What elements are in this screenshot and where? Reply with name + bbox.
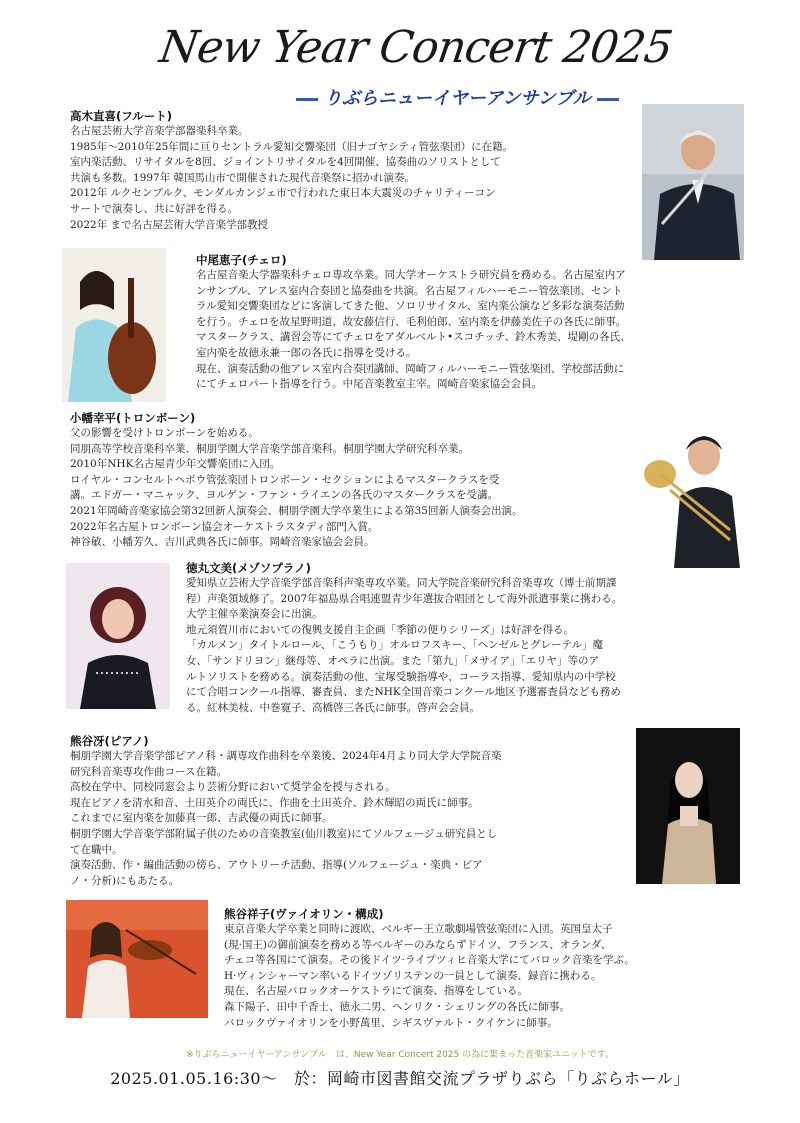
bio-line: 東京音楽大学卒業と同時に渡欧、ベルギー王立歌劇場管弦楽団に入団。英国皇太子 bbox=[224, 923, 613, 935]
performer-name: 高木直喜(フルート) bbox=[70, 109, 173, 123]
bio-line: 室内楽活動、リサイタルを8回、ジョイントリサイタルを4回開催、協奏曲のソリストとして bbox=[70, 156, 501, 169]
performer-name: 徳丸文美(メゾソプラノ) bbox=[186, 561, 311, 575]
performer-mezzo-soprano bbox=[186, 560, 766, 716]
performer-bio bbox=[224, 922, 764, 1031]
ensemble-name: りぶらニューイヤーアンサンブル bbox=[324, 88, 591, 109]
bio-line: 現在ピアノを清水和音、土田英介の両氏に、作曲を土田英介、鈴木輝昭の両氏に師事。 bbox=[70, 796, 479, 809]
cello-player-photo bbox=[62, 248, 166, 402]
bio-line: 2022年 まで名古屋芸術大学音楽学部教授 bbox=[70, 218, 269, 231]
performer-trombone bbox=[70, 410, 640, 551]
bio-line: にてチェロパート指導を行う。中尾音楽教室主宰。岡崎音楽家協会会員。 bbox=[196, 378, 543, 391]
flute-player-photo bbox=[642, 104, 744, 260]
bio-line: 森下陽子、田中千香士、徳永二男、ヘンリク・シェリングの各氏に師事。 bbox=[224, 1000, 570, 1013]
bio-line: 現在、名古屋バロックオーケストラにて演奏、指導をしている。 bbox=[224, 985, 528, 998]
bio-line: 愛知県立芸術大学音楽学部音楽科声楽専攻卒業。同大学院音楽研究科音楽専攻（博士前期課 bbox=[186, 577, 617, 589]
mezzo-soprano-photo bbox=[66, 563, 170, 709]
subtitle-dash-left bbox=[296, 98, 318, 101]
bio-line: バロックヴァイオリンを小野萬里、シギスヴァルト・クイケンに師事。 bbox=[224, 1016, 558, 1029]
bio-line: チェコ等各国にて演奏。その後ドイツ·ライプツィヒ音楽大学にてバロック音楽を学ぶ。 bbox=[224, 954, 635, 967]
bio-line: 2022年名古屋トロンボーン協会オーケストラスタディ部門入賞。 bbox=[70, 520, 379, 533]
violinist-photo bbox=[66, 900, 208, 1018]
performer-name: 中尾恵子(チェロ) bbox=[196, 253, 287, 267]
bio-line: 室内楽を故徳永兼一郎の各氏に指導を受ける。 bbox=[196, 346, 417, 359]
bio-line: (現·国王)の御前演奏を務める等ベルギーのみならずドイツ、フランス、オランダ、 bbox=[224, 938, 612, 951]
ensemble-subtitle bbox=[290, 84, 650, 110]
bio-line: て在職中。 bbox=[70, 843, 123, 856]
bio-line: を行う。チェロを故星野明道、故安藤信行、毛利伯郎、室内楽を伊藤美佐子の各氏に師事。 bbox=[196, 315, 627, 328]
bio-line: 父の影響を受けトロンボーンを始める。 bbox=[70, 427, 259, 439]
bio-line: 程）声楽領域修了。2007年福島県合唱連盟青少年選抜合唱団として海外派遣事業に携わる。 bbox=[186, 592, 623, 605]
concert-date-venue: 2025.01.05.16:30～ 於：岡崎市図書館交流プラザりぶら「りぶらホール」 bbox=[110, 1069, 690, 1088]
performer-bio bbox=[186, 576, 766, 716]
bio-line: 2021年岡崎音楽家協会第32回新人演奏会、桐朋学園大学卒業生による第35回新人演奏会出演。 bbox=[70, 504, 523, 517]
bio-line: 「カルメン」タイトルロール、「こうもり」オルロフスキー、「ヘンゼルとグレーテル」魔 bbox=[186, 639, 604, 652]
bio-line: 研究科音楽専攻作曲コース在籍。 bbox=[70, 765, 227, 778]
bio-line: 1985年～2010年25年間に亘りセントラル愛知交響楽団（旧ナゴヤシティ管弦楽団）に在籍。 bbox=[70, 140, 514, 153]
subtitle-dash-right bbox=[597, 98, 619, 101]
bio-line: 演奏活動、作・編曲活動の傍ら、アウトリーチ活動、指導(ソルフェージュ・楽典・ピア bbox=[70, 859, 483, 872]
ensemble-note: ※りぶらニューイヤーアンサンブル は、New Year Concert 2025 の為に集まった音楽家ユニットです。 bbox=[185, 1050, 615, 1060]
performer-bio bbox=[70, 749, 640, 889]
bio-line: 高校在学中、同校同窓会より芸術分野において奨学金を授与される。 bbox=[70, 781, 396, 794]
bio-line: 講。エドガー・マニャック、ヨルゲン・ファン・ライエンの各氏のマスタークラスを受講。 bbox=[70, 489, 499, 502]
performer-name: 小幡幸平(トロンボーン) bbox=[70, 411, 196, 425]
performer-name: 熊谷冴(ピアノ) bbox=[70, 734, 149, 748]
bio-line: 同朋高等学校音楽科卒業、桐朋学園大学音楽学部音楽科。桐朋学園大学研究科卒業。 bbox=[70, 442, 469, 455]
concert-title: New Year Concert 2025 bbox=[156, 22, 676, 73]
bio-line: ノ・分析)にもあたる。 bbox=[70, 874, 180, 887]
performer-violin bbox=[224, 906, 764, 1031]
performer-flute bbox=[70, 108, 630, 233]
performer-piano bbox=[70, 733, 640, 889]
pianist-photo bbox=[636, 728, 740, 884]
bio-line: 桐朋学園大学音楽学部附属子供のための音楽教室(仙川教室)にてソルフェージュ研究員とし bbox=[70, 827, 498, 840]
bio-line: 現在、演奏活動の他アレス室内合奏団講師、岡崎フィルハーモニー管弦楽団、学校部活動に bbox=[196, 362, 625, 375]
performer-bio bbox=[70, 124, 630, 233]
bio-line: これまでに室内楽を加藤真一郎、吉武優の両氏に師事。 bbox=[70, 812, 333, 825]
performer-name: 熊谷祥子(ヴァイオリン・構成) bbox=[224, 907, 384, 921]
bio-line: 2010年NHK名古屋青少年交響楽団に入団。 bbox=[70, 458, 281, 471]
performer-cello bbox=[196, 252, 756, 393]
bio-line: ルトソリストを務める。演奏活動の他、宝塚受験指導や、コーラス指導、愛知県内の中学校 bbox=[186, 670, 616, 683]
bio-line: ラル愛知交響楽団などに客演してきた他、ソロリサイタル、室内楽公演など多彩な演奏活動 bbox=[196, 300, 625, 313]
bio-line: 名古屋芸術大学音楽学部器楽科卒業。 bbox=[70, 125, 249, 137]
performer-bio bbox=[196, 268, 756, 393]
bio-line: マスタークラス、講習会等にてチェロをアダルベルト•スコチッチ、鈴木秀美、堤剛の各氏、 bbox=[196, 331, 631, 344]
bio-line: 地元須賀川市においての復興支援自主企画「季節の便りシリーズ」は好評を得る。 bbox=[186, 623, 574, 636]
bio-line: 2012年 ルクセンブルク、モンダルカンジェ市で行われた東日本大震災のチャリティーコン bbox=[70, 187, 496, 200]
bio-line: ンサンブル、アレス室内合奏団と協奏曲を共演。名古屋フィルハーモニー管弦楽団、セント bbox=[196, 284, 623, 297]
performer-bio bbox=[70, 426, 640, 551]
bio-line: サートで演奏し、共に好評を得る。 bbox=[70, 202, 238, 215]
bio-line: 桐朋学園大学音楽学部ピアノ科・調専攻作曲科を卒業後、2024年4月より同大学大学院音楽 bbox=[70, 750, 502, 762]
bio-line: 神谷敏、小幡芳久、吉川武典各氏に師事。岡崎音楽家協会会員。 bbox=[70, 536, 375, 549]
trombone-player-photo bbox=[640, 420, 744, 568]
bio-line: ロイヤル・コンセルトヘボウ管弦楽団トロンボーン・セクションによるマスタークラスを受 bbox=[70, 473, 500, 486]
bio-line: る。紅林美枝、中巻寛子、高橋啓三各氏に師事。啓声会会員。 bbox=[186, 701, 480, 714]
bio-line: 大学主催卒業演奏会に出演。 bbox=[186, 608, 323, 621]
bio-line: 共演も多数。1997年 韓国馬山市で開催された現代音楽祭に招かれ演奏。 bbox=[70, 171, 416, 184]
bio-line: 女、「サンドリヨン」継母等、オペラに出演。また「第九」「メサイア」「エリヤ」等のア bbox=[186, 654, 599, 667]
bio-line: にて合唱コンクール指導、審査員、またNHK全国音楽コンクール地区予選審査員なども務め bbox=[186, 686, 621, 699]
bio-line: H·ヴィンシャーマン率いるドイツゾリステンの一員として演奏、録音に携わる。 bbox=[224, 969, 602, 982]
bio-line: 名古屋音楽大学器楽科チェロ専攻卒業。同大学オーケストラ研究員を務める。名古屋室内ア bbox=[196, 269, 626, 281]
